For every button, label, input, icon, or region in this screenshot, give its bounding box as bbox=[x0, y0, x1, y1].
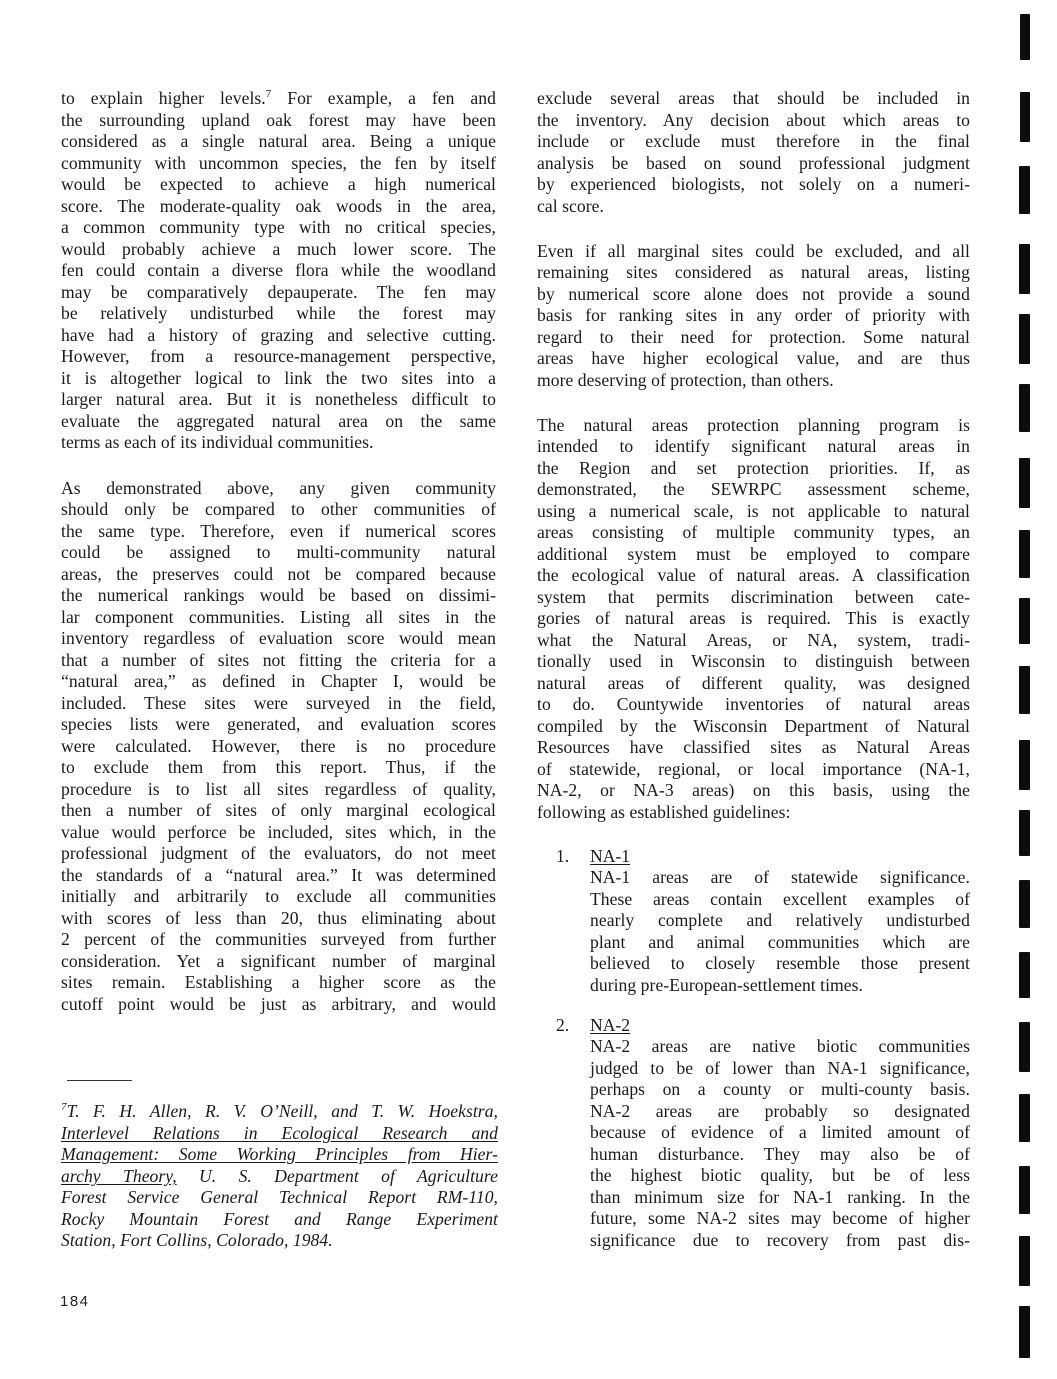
paragraph-line: by numerical score alone does not provide a sound bbox=[537, 284, 970, 304]
list-heading: NA-2 bbox=[590, 1015, 631, 1035]
binding-mark bbox=[1019, 1094, 1030, 1142]
paragraph-line: natural areas of different quality, was designed bbox=[537, 673, 970, 693]
paragraph-line: may be comparatively depauperate. The fen may bbox=[61, 282, 496, 302]
paragraph-line: the standards of a “natural area.” It was determined bbox=[61, 865, 496, 885]
list-line: human disturbance. They may also be of bbox=[590, 1144, 970, 1164]
paragraph-line: were calculated. However, there is no procedure bbox=[61, 736, 496, 756]
paragraph-line: NA-2, or NA-3 areas) on this basis, using the bbox=[537, 780, 970, 800]
binding-mark bbox=[1019, 666, 1030, 714]
paragraph-line: Even if all marginal sites could be excluded, and all bbox=[537, 241, 970, 261]
paragraph-line: cal score. bbox=[537, 196, 604, 216]
list-line: NA-1 areas are of statewide significance. bbox=[590, 867, 970, 887]
paragraph-line: areas have higher ecological value, and are thus bbox=[537, 348, 970, 368]
list-line: NA-2 areas are probably so designated bbox=[590, 1101, 970, 1121]
footnote-title: Management: Some Working Principles from Hier- bbox=[61, 1144, 498, 1164]
paragraph-line: following as established guidelines: bbox=[537, 802, 791, 822]
paragraph-line: As demonstrated above, any given community bbox=[61, 478, 496, 498]
binding-mark bbox=[1019, 1022, 1030, 1072]
binding-mark bbox=[1019, 740, 1030, 790]
paragraph-line: procedure is to list all sites regardless of quality, bbox=[61, 779, 496, 799]
list-line: significance due to recovery from past dis- bbox=[590, 1230, 970, 1250]
binding-mark bbox=[1019, 166, 1030, 214]
paragraph-line: be relatively undisturbed while the forest may bbox=[61, 303, 496, 323]
binding-mark bbox=[1019, 1236, 1030, 1286]
paragraph-line: evaluate the aggregated natural area on the same bbox=[61, 411, 496, 431]
binding-mark bbox=[1019, 1166, 1030, 1214]
paragraph-line: sites remain. Establishing a higher score as the bbox=[61, 972, 496, 992]
paragraph-line: would be expected to achieve a high numerical bbox=[61, 174, 496, 194]
list-line: judged to be of lower than NA-1 significance, bbox=[590, 1058, 970, 1078]
paragraph-line: the inventory. Any decision about which areas to bbox=[537, 110, 970, 130]
binding-mark bbox=[1019, 1306, 1030, 1358]
paragraph-line: analysis be based on sound professional judgment bbox=[537, 153, 970, 173]
paragraph-line: compiled by the Wisconsin Department of Natural bbox=[537, 716, 970, 736]
paragraph-line: more deserving of protection, than others. bbox=[537, 370, 834, 390]
footnote-line: Rocky Mountain Forest and Range Experiment bbox=[61, 1209, 498, 1229]
paragraph-line: could be assigned to multi-community natural bbox=[61, 542, 496, 562]
paragraph-line: species lists were generated, and evaluation scores bbox=[61, 714, 496, 734]
list-line: than minimum size for NA-1 ranking. In the bbox=[590, 1187, 970, 1207]
paragraph-line: fen could contain a diverse flora while the woodland bbox=[61, 260, 496, 280]
paragraph-line: include or exclude must therefore in the final bbox=[537, 131, 970, 151]
paragraph-line: would probably achieve a much lower score. The bbox=[61, 239, 496, 259]
paragraph-line: areas consisting of multiple community types, an bbox=[537, 522, 970, 542]
paragraph-line: a common community type with no critical species, bbox=[61, 217, 496, 237]
list-line: plant and animal communities which are bbox=[590, 932, 970, 952]
footnote-line bbox=[61, 1144, 498, 1166]
paragraph-line: regard to their need for protection. Some natural bbox=[537, 327, 970, 347]
paragraph-line: exclude several areas that should be included in bbox=[537, 88, 970, 108]
paragraph-line: Resources have classified sites as Natural Areas bbox=[537, 737, 970, 757]
list-line: future, some NA-2 sites may become of higher bbox=[590, 1208, 970, 1228]
paragraph-line: by experienced biologists, not solely on a numeri- bbox=[537, 174, 970, 194]
footnote-marker: 7 bbox=[61, 1101, 67, 1113]
paragraph-line: to do. Countywide inventories of natural areas bbox=[537, 694, 970, 714]
footnote-reference[interactable]: 7 bbox=[265, 88, 272, 100]
paragraph-line: consideration. Yet a significant number of marginal bbox=[61, 951, 496, 971]
paragraph-line: what the Natural Areas, or NA, system, tradi- bbox=[537, 630, 970, 650]
footnote-line: archy Theory, U. S. Department of Agriculture bbox=[61, 1166, 499, 1186]
paragraph-line: The natural areas protection planning program is bbox=[537, 415, 970, 435]
paragraph-line: have had a history of grazing and selective cutting. bbox=[61, 325, 496, 345]
paragraph-line: the numerical rankings would be based on dissimi- bbox=[61, 585, 496, 605]
paragraph-line: gories of natural areas is required. This is exactly bbox=[537, 608, 970, 628]
list-number: 1. bbox=[556, 846, 570, 866]
paragraph-line: score. The moderate-quality oak woods in the area, bbox=[61, 196, 496, 216]
paragraph-line: of statewide, regional, or local importance (NA-1, bbox=[537, 759, 970, 779]
list-line: NA-2 areas are native biotic communities bbox=[590, 1036, 970, 1056]
paragraph-line: demonstrated, the SEWRPC assessment scheme, bbox=[537, 479, 970, 499]
paragraph-line: it is altogether logical to link the two sites into a bbox=[61, 368, 496, 388]
binding-mark bbox=[1020, 92, 1030, 142]
paragraph-line: considered as a single natural area. Being a unique bbox=[61, 131, 496, 151]
paragraph-line: initially and arbitrarily to exclude all communities bbox=[61, 886, 496, 906]
footnote-line bbox=[61, 1123, 498, 1145]
footnote-title: Interlevel Relations in Ecological Research and bbox=[61, 1123, 498, 1143]
list-line: because of evidence of a limited amount of bbox=[590, 1122, 970, 1142]
list-line: during pre-European-settlement times. bbox=[590, 975, 863, 995]
paragraph-line: the same type. Therefore, even if numerical scores bbox=[61, 521, 496, 541]
paragraph-line: 2 percent of the communities surveyed from further bbox=[61, 929, 496, 949]
binding-mark bbox=[1019, 880, 1030, 928]
paragraph-line: included. These sites were surveyed in the field, bbox=[61, 693, 496, 713]
page-number: 184 bbox=[60, 1293, 90, 1310]
list-line: nearly complete and relatively undisturbed bbox=[590, 910, 970, 930]
paragraph-line: tionally used in Wisconsin to distinguish between bbox=[537, 651, 970, 671]
paragraph-line: cutoff point would be just as arbitrary, and would bbox=[61, 994, 496, 1014]
paragraph-line: “natural area,” as defined in Chapter I, would be bbox=[61, 671, 496, 691]
footnote-line: Station, Fort Collins, Colorado, 1984. bbox=[61, 1230, 333, 1250]
paragraph-line: then a number of sites of only marginal ecological bbox=[61, 800, 496, 820]
paragraph-line: basis for ranking sites in any order of priority with bbox=[537, 305, 970, 325]
binding-mark bbox=[1019, 952, 1030, 998]
paragraph-line: the surrounding upland oak forest may have been bbox=[61, 110, 496, 130]
list-heading: NA-1 bbox=[590, 846, 631, 866]
paragraph-line: additional system must be employed to compare bbox=[537, 544, 970, 564]
footnote-title: archy Theory, bbox=[61, 1166, 177, 1186]
list-number: 2. bbox=[556, 1015, 570, 1035]
paragraph-line: with scores of less than 20, thus eliminating about bbox=[61, 908, 496, 928]
binding-mark bbox=[1019, 530, 1030, 578]
paragraph-line: value would perforce be included, sites which, in the bbox=[61, 822, 496, 842]
paragraph-line: community with uncommon species, the fen by itself bbox=[61, 153, 496, 173]
list-line: These areas contain excellent examples of bbox=[590, 889, 970, 909]
paragraph-line: inventory regardless of evaluation score would mean bbox=[61, 628, 496, 648]
list-line: the highest biotic quality, but be of less bbox=[590, 1165, 970, 1185]
binding-mark bbox=[1019, 244, 1030, 294]
paragraph-line: using a numerical scale, is not applicable to natural bbox=[537, 501, 970, 521]
paragraph-line: should only be compared to other communities of bbox=[61, 499, 496, 519]
paragraph-line: system that permits discrimination between cate- bbox=[537, 587, 970, 607]
paragraph-line: intended to identify significant natural areas in bbox=[537, 436, 970, 456]
binding-mark bbox=[1019, 458, 1030, 508]
paragraph-line: to explain higher levels.$^7$ For example, a fen and bbox=[61, 88, 496, 108]
binding-mark bbox=[1019, 810, 1030, 856]
paragraph-line: the Region and set protection priorities. If, as bbox=[537, 458, 970, 478]
paragraph-line: remaining sites considered as natural areas, listing bbox=[537, 262, 970, 282]
footnote-line: $^7$T. F. H. Allen, R. V. O’Neill, and T. W. Hoekstra, bbox=[61, 1101, 498, 1121]
binding-mark bbox=[1019, 384, 1030, 432]
paragraph-line: larger natural area. But it is nonetheless difficult to bbox=[61, 389, 496, 409]
paragraph-line: lar component communities. Listing all sites in the bbox=[61, 607, 496, 627]
footnote-line: Forest Service General Technical Report RM-110, bbox=[61, 1187, 498, 1207]
paragraph-line: professional judgment of the evaluators, do not meet bbox=[61, 843, 496, 863]
list-line: perhaps on a county or multi-county basis. bbox=[590, 1079, 970, 1099]
paragraph-line: terms as each of its individual communities. bbox=[61, 432, 374, 452]
paragraph-line: However, from a resource-management perspective, bbox=[61, 346, 496, 366]
binding-mark bbox=[1019, 598, 1030, 644]
paragraph-line: that a number of sites not fitting the criteria for a bbox=[61, 650, 496, 670]
paragraph-line: to exclude them from this report. Thus, if the bbox=[61, 757, 496, 777]
paragraph-line: areas, the preserves could not be compared because bbox=[61, 564, 496, 584]
list-line: believed to closely resemble those present bbox=[590, 953, 970, 973]
footnote-divider bbox=[67, 1080, 132, 1081]
binding-mark bbox=[1019, 314, 1030, 364]
paragraph-line: the ecological value of natural areas. A classification bbox=[537, 565, 970, 585]
binding-mark bbox=[1020, 14, 1030, 60]
